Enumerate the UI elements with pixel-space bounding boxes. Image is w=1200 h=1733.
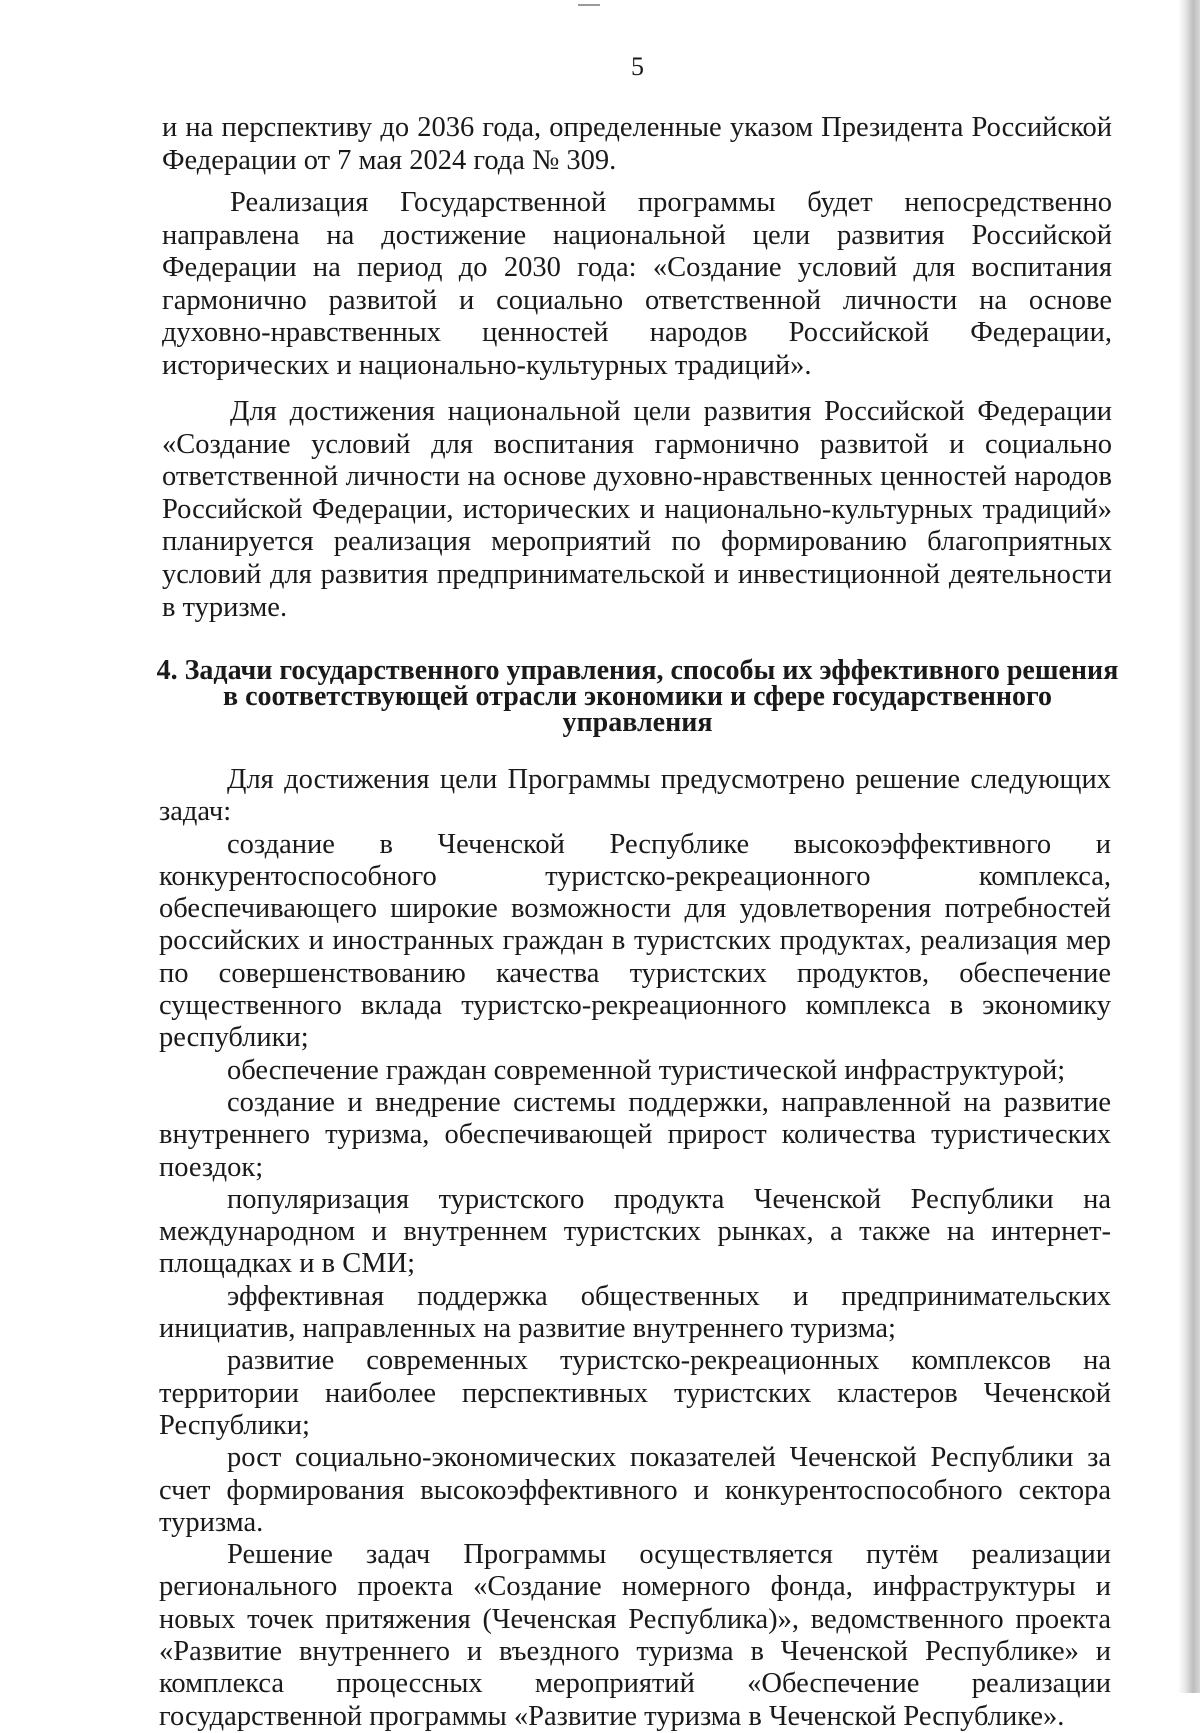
task-item: рост социально-экономических показателей Чеченской Республики за счет формирования высокоэффективного и конкурентоспособного сектора туризма. bbox=[159, 1442, 1111, 1538]
scan-top-mark bbox=[578, 4, 600, 6]
paragraph: Решение задач Программы осуществляется путём реализации регионального проекта «Создание номерного фонда, инфраструктуры и новых точек притяжения (Чеченская Республика)», ведомственного проекта «Развитие внутреннего и въездного туризма в Чеченской Республике» и комплекса процессных мероприятий «Обеспечение реализации государственной программы «Развитие туризма в Чеченской Республике». bbox=[159, 1539, 1111, 1732]
paragraph: Для достижения национальной цели развития Российской Федерации «Создание условий для воспитания гармонично развитой и социально ответственной личности на основе духовно-нравственных ценностей народов Российской Федерации, исторических и национально-культурных традиций» планируется реализация мероприятий по формированию благоприятных условий для развития предпринимательской и инвестиционной деятельности в туризме. bbox=[162, 396, 1112, 623]
task-item: создание и внедрение системы поддержки, направленной на развитие внутреннего туризма, обеспечивающей прирост количества туристических поездок; bbox=[159, 1086, 1111, 1183]
section-heading: 4. Задачи государственного управления, способы их эффективного решения в соответствующей отрасли экономики и сфере государственного управления bbox=[156, 655, 1119, 738]
paragraph-continuation: и на перспективу до 2036 года, определенные указом Президента Российской Федерации от 7 мая 2024 года № 309. bbox=[162, 112, 1112, 176]
section-body bbox=[159, 764, 1111, 1733]
task-item: обеспечение граждан современной туристической инфраструктурой; bbox=[227, 1054, 1066, 1086]
scan-page-edge bbox=[1178, 0, 1200, 1693]
task-item: развитие современных туристско-рекреационных комплексов на территории наиболее перспективных туристских кластеров Чеченской Республики; bbox=[159, 1345, 1111, 1441]
task-item: эффективная поддержка общественных и предпринимательских инициатив, направленных на развитие внутреннего туризма; bbox=[159, 1280, 1111, 1345]
task-item: создание в Чеченской Республике высокоэффективного и конкурентоспособного туристско-рекреационного комплекса, обеспечивающего широкие возможности для удовлетворения потребностей российских и иностранных граждан в туристских продуктах, реализация мер по совершенствованию качества туристских продуктов, обеспечение существенного вклада туристско-рекреационного комплекса в экономику республики; bbox=[159, 828, 1111, 1054]
task-item: популяризация туристского продукта Чеченской Республики на международном и внутреннем туристских рынках, а также на интернет-площадках и в СМИ; bbox=[159, 1183, 1111, 1280]
page-number: 5 bbox=[631, 52, 644, 81]
paragraph: Для достижения цели Программы предусмотрено решение следующих задач: bbox=[159, 764, 1111, 828]
intro-text bbox=[162, 112, 1112, 177]
measures-text bbox=[162, 396, 1112, 624]
paragraph: Реализация Государственной программы будет непосредственно направлена на достижение национальной цели развития Российской Федерации на период до 2030 года: «Создание условий для воспитания гармонично развитой и социально ответственной личности на основе духовно-нравственных ценностей народов Российской Федерации, исторических и национально-культурных традиций». bbox=[162, 187, 1112, 381]
national-goal-text bbox=[162, 187, 1112, 383]
